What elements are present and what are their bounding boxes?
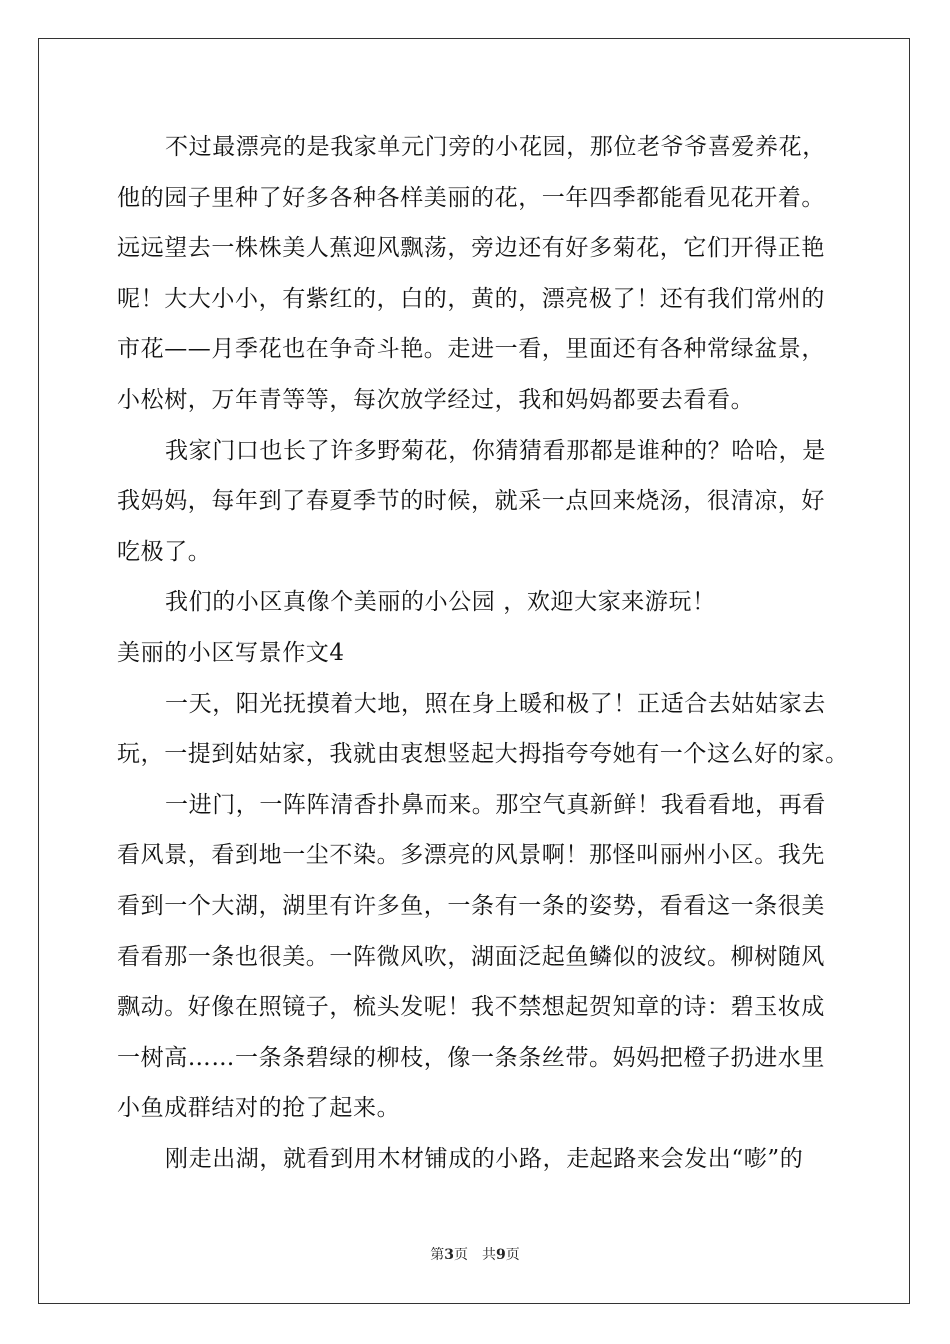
text-line: 小鱼成群结对的抢了起来。 — [117, 1095, 401, 1122]
document-body — [117, 122, 849, 1184]
total-label-suffix: 页 — [505, 1247, 520, 1263]
text-line: 一天，阳光抚摸着大地，照在身上暖和极了！正适合去姑姑家去 — [165, 690, 826, 717]
text-line: 一树高……一条条碧绿的柳枝，像一条条丝带。妈妈把橙子扔进水里 — [117, 1044, 825, 1071]
text-line: 小松树，万年青等等，每次放学经过，我和妈妈都要去看看。 — [117, 386, 755, 413]
current-page-number: 3 — [444, 1247, 454, 1263]
page-footer — [0, 1246, 950, 1264]
text-line: 看到一个大湖，湖里有许多鱼，一条有一条的姿势，看看这一条很美 — [117, 892, 825, 919]
text-line: 一进门，一阵阵清香扑鼻而来。那空气真新鲜！我看看地，再看 — [165, 791, 826, 818]
text-line: 市花——月季花也在争奇斗艳。走进一看，里面还有各种常绿盆景， — [117, 336, 825, 363]
text-line: 他的园子里种了好多各种各样美丽的花，一年四季都能看见花开着。 — [117, 184, 825, 211]
text-line: 呢！大大小小，有紫红的，白的，黄的，漂亮极了！还有我们常州的 — [117, 285, 825, 312]
text-line: 看看那一条也很美。一阵微风吹，湖面泛起鱼鳞似的波纹。柳树随风 — [117, 943, 825, 970]
page-label-prefix: 第 — [430, 1247, 445, 1263]
page-label-suffix: 页 — [454, 1247, 468, 1263]
total-label-prefix: 共 — [482, 1247, 496, 1263]
text-line: 吃极了。 — [117, 538, 212, 565]
text-line: 我家门口也长了许多野菊花，你猜猜看那都是谁种的？哈哈，是 — [165, 437, 826, 464]
section-heading: 美丽的小区写景作文4 — [117, 639, 345, 666]
text-line: 远远望去一株株美人蕉迎风飘荡，旁边还有好多菊花，它们开得正艳 — [117, 235, 825, 262]
text-line: 飘动。好像在照镜子，梳头发呢！我不禁想起贺知章的诗：碧玉妆成 — [117, 994, 825, 1021]
text-line: 玩，一提到姑姑家，我就由衷想竖起大拇指夸夸她有一个这么好的家。 — [117, 741, 849, 768]
total-page-number: 9 — [496, 1247, 506, 1263]
text-line: 看风景，看到地一尘不染。多漂亮的风景啊！那怪叫丽州小区。我先 — [117, 842, 825, 869]
text-line: 我们的小区真像个美丽的小公园 ，欢迎大家来游玩！ — [165, 589, 716, 616]
text-line: 不过最漂亮的是我家单元门旁的小花园，那位老爷爷喜爱养花， — [165, 134, 826, 160]
text-line: 刚走出湖，就看到用木材铺成的小路，走起路来会发出“嘭”的 — [165, 1145, 804, 1172]
text-line: 我妈妈，每年到了春夏季节的时候，就采一点回来烧汤，很清凉，好 — [117, 488, 825, 515]
